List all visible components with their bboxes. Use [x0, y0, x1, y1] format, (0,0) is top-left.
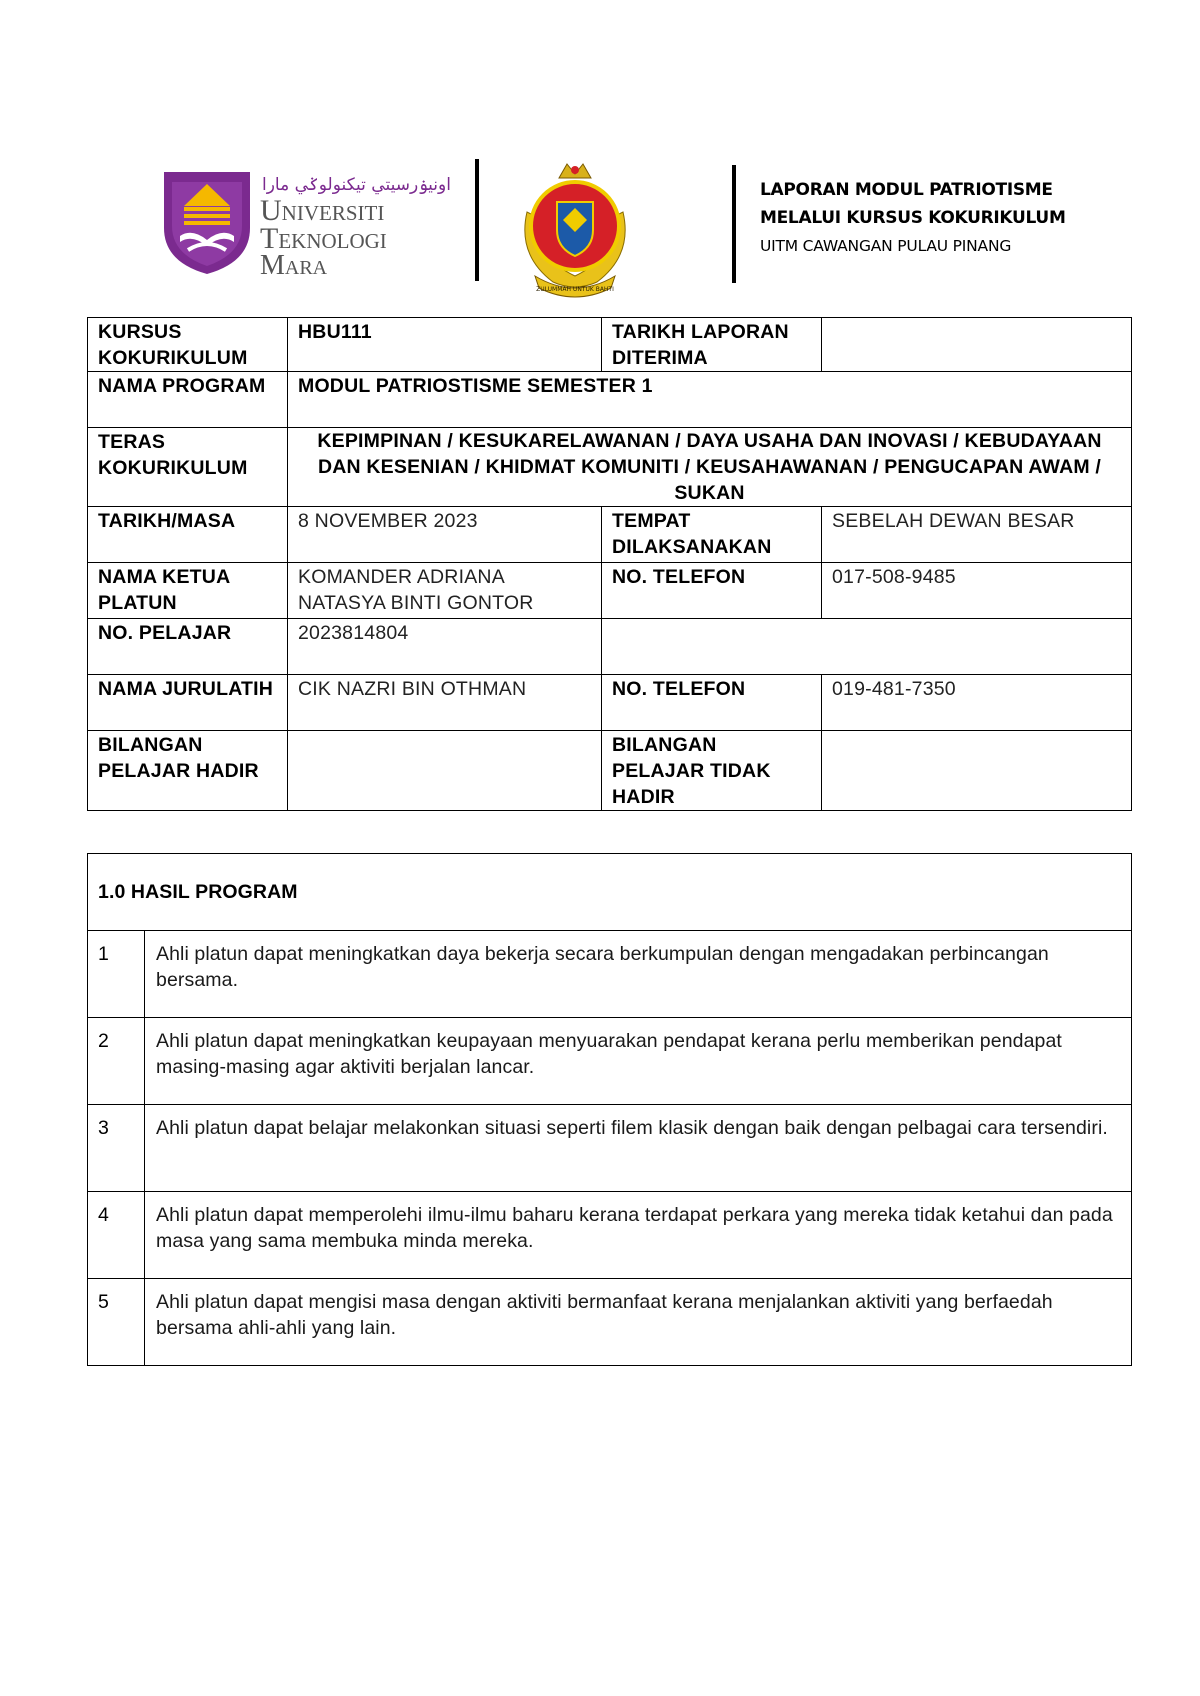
tarikh-masa-label: TARIKH/MASA: [88, 507, 288, 563]
tempat-value: SEBELAH DEWAN BESAR: [822, 507, 1132, 563]
bilangan-hadir-label: BILANGAN PELAJAR HADIR: [88, 731, 288, 811]
item-text: Ahli platun dapat mengisi masa dengan aktiviti bermanfaat kerana menjalankan aktiviti yang berfaedah bersama ahli-ahli yang lain.: [145, 1279, 1132, 1366]
list-item: [88, 1105, 1132, 1192]
tempat-label: TEMPAT DILAKSANAKAN: [602, 507, 822, 563]
list-item: [88, 1192, 1132, 1279]
report-heading: [760, 176, 1066, 260]
bilangan-hadir-value: [288, 731, 602, 811]
kursus-value: HBU111: [288, 318, 602, 372]
list-item: [88, 1018, 1132, 1105]
table-row: [88, 731, 1132, 811]
item-number: 5: [88, 1279, 145, 1366]
telefon-ketua-value: 017-508-9485: [822, 563, 1132, 619]
info-table: [87, 317, 1132, 811]
item-text: Ahli platun dapat meningkatkan daya bekerja secara berkumpulan dengan mengadakan perbincangan bersama.: [145, 931, 1132, 1018]
ketua-platun-label: NAMA KETUA PLATUN: [88, 563, 288, 619]
table-row: [88, 675, 1132, 731]
table-row: [88, 854, 1132, 931]
svg-text:Universiti: Universiti: [260, 194, 385, 227]
crest-motto: ZULUMMAH UNTUK BAHTI: [536, 286, 614, 293]
teras-value: KEPIMPINAN / KESUKARELAWANAN / DAYA USAHA DAN INOVASI / KEBUDAYAAN DAN KESENIAN / KHIDMAT KOMUNITI / KEUSAHAWANAN / PENGUCAPAN AWAM / SUKAN: [288, 428, 1132, 507]
table-row: [88, 372, 1132, 428]
uitm-logo: [162, 170, 451, 281]
header-divider: [475, 159, 479, 281]
table-row: [88, 318, 1132, 372]
telefon-ketua-label: NO. TELEFON: [602, 563, 822, 619]
hasil-program-title: 1.0 HASIL PROGRAM: [88, 854, 1132, 931]
table-row: [88, 428, 1132, 507]
jurulatih-label: NAMA JURULATIH: [88, 675, 288, 731]
report-title-line1: LAPORAN MODUL PATRIOTISME: [760, 180, 1053, 200]
bilangan-tidak-hadir-label: BILANGAN PELAJAR TIDAK HADIR: [602, 731, 822, 811]
svg-text:Mara: Mara: [260, 250, 328, 281]
report-title-line2: MELALUI KURSUS KOKURIKULUM: [760, 208, 1066, 228]
crest-logo: [515, 160, 635, 300]
item-number: 4: [88, 1192, 145, 1279]
item-number: 3: [88, 1105, 145, 1192]
no-pelajar-label: NO. PELAJAR: [88, 619, 288, 675]
table-row: [88, 507, 1132, 563]
tarikh-laporan-value: [822, 318, 1132, 372]
item-text: Ahli platun dapat belajar melakonkan situasi seperti filem klasik dengan baik dengan pelbagai cara tersendiri.: [145, 1105, 1132, 1192]
telefon-jurulatih-value: 019-481-7350: [822, 675, 1132, 731]
uitm-jawi-text: اونيۏرسيتي تيكنولوݢي مارا: [262, 175, 451, 195]
nama-program-value: MODUL PATRIOSTISME SEMESTER 1: [288, 372, 1132, 428]
table-row: [88, 619, 1132, 675]
svg-text:Teknologi: Teknologi: [260, 222, 387, 255]
tarikh-laporan-label: TARIKH LAPORAN DITERIMA: [602, 318, 822, 372]
bilangan-tidak-hadir-value: [822, 731, 1132, 811]
report-title-campus: UITM CAWANGAN PULAU PINANG: [760, 237, 1012, 255]
list-item: [88, 931, 1132, 1018]
item-number: 1: [88, 931, 145, 1018]
jurulatih-value: CIK NAZRI BIN OTHMAN: [288, 675, 602, 731]
ketua-platun-value: KOMANDER ADRIANA NATASYA BINTI GONTOR: [288, 563, 602, 619]
item-number: 2: [88, 1018, 145, 1105]
telefon-jurulatih-label: NO. TELEFON: [602, 675, 822, 731]
tarikh-masa-value: 8 NOVEMBER 2023: [288, 507, 602, 563]
item-text: Ahli platun dapat memperolehi ilmu-ilmu baharu kerana terdapat perkara yang mereka tidak ketahui dan pada masa yang sama membuka minda mereka.: [145, 1192, 1132, 1279]
item-text: Ahli platun dapat meningkatkan keupayaan menyuarakan pendapat kerana perlu memberikan pendapat masing-masing agar aktiviti berjalan lancar.: [145, 1018, 1132, 1105]
empty-cell: [602, 619, 1132, 675]
table-row: [88, 563, 1132, 619]
nama-program-label: NAMA PROGRAM: [88, 372, 288, 428]
kursus-label: KURSUS KOKURIKULUM: [88, 318, 288, 372]
list-item: [88, 1279, 1132, 1366]
teras-label: TERAS KOKURIKULUM: [88, 428, 288, 507]
no-pelajar-value: 2023814804: [288, 619, 602, 675]
header-divider: [732, 165, 736, 283]
hasil-program-table: [87, 853, 1132, 1366]
